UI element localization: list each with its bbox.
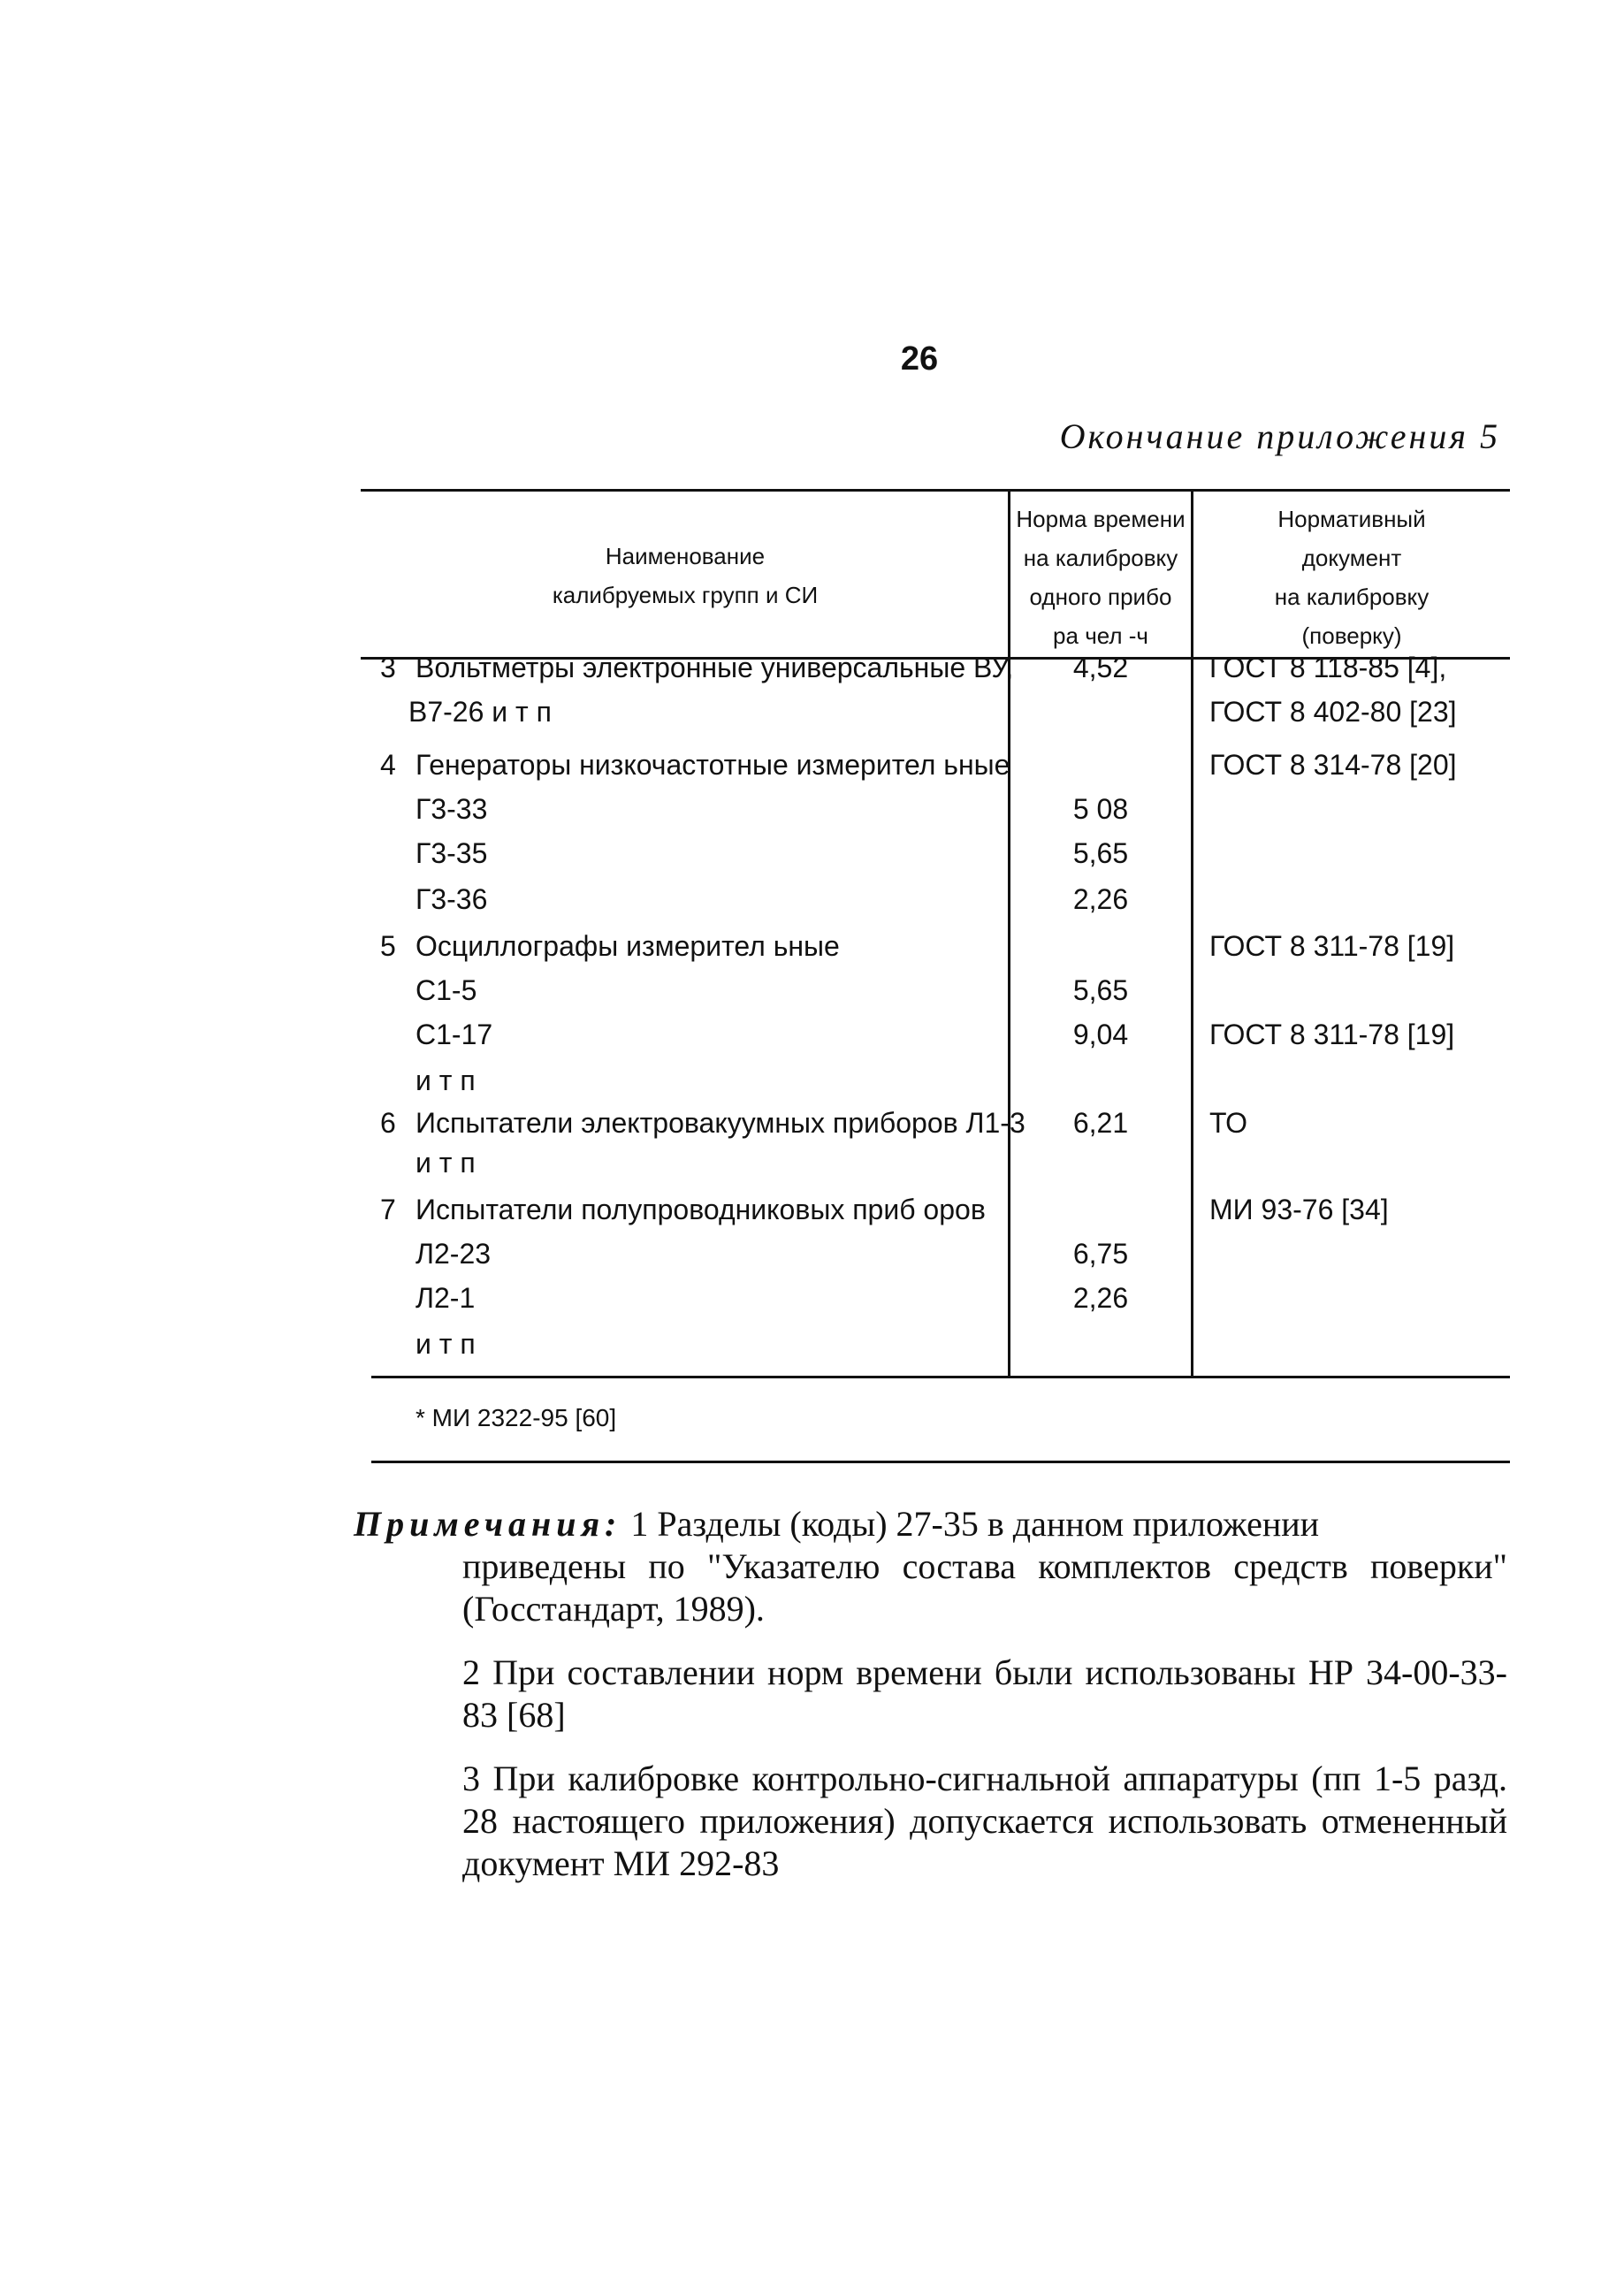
header-line: на калибровку: [1023, 545, 1178, 571]
appendix-title: Окончание приложения 5: [1059, 416, 1500, 456]
notes-section: [354, 1503, 1507, 1885]
row-document: ТО: [1209, 1107, 1247, 1139]
row-name: Вольтметры электронные универсальные ВУ,: [416, 652, 1014, 683]
row-document: МИ 93-76 [34]: [1209, 1194, 1389, 1225]
footnote-rule: [371, 1461, 1510, 1463]
row-number: 6: [380, 1107, 396, 1139]
row-document: ГОСТ 8 311-78 [19]: [1209, 930, 1455, 962]
row-name: Испытатели электровакуумных приборов Л1-3: [416, 1107, 1025, 1139]
row-name: Л2-23: [416, 1238, 492, 1270]
header-name-column: [362, 537, 1008, 614]
row-document: ГОСТ 8 311-78 [19]: [1209, 1019, 1455, 1050]
row-norm-value: 2,26: [1072, 883, 1129, 915]
row-norm-value: 5,65: [1072, 837, 1129, 869]
row-name: и т п: [416, 1147, 476, 1179]
row-norm-value: 9,04: [1072, 1019, 1129, 1050]
row-norm-value: 6,21: [1072, 1107, 1129, 1139]
row-norm-value: 4,52: [1072, 652, 1129, 683]
header-line: Нормативный: [1277, 506, 1426, 532]
row-norm-value: 5,65: [1072, 974, 1129, 1006]
header-line: калибруемых групп и СИ: [552, 582, 819, 608]
note-1-text: 1 Разделы (коды) 27-35 в данном приложении: [630, 1504, 1320, 1544]
note-2: 2 При составлении норм времени были использованы НР 34-00-33-83 [68]: [462, 1652, 1507, 1735]
row-norm-value: 5 08: [1072, 793, 1129, 825]
note-1: [354, 1503, 1507, 1545]
row-name: и т п: [416, 1065, 476, 1096]
row-name: Г3-36: [416, 883, 488, 915]
row-document: ГОСТ 8 118-85 [4],: [1209, 652, 1447, 683]
row-norm-value: 2,26: [1072, 1282, 1129, 1314]
row-name: С1-5: [416, 974, 477, 1006]
table-bottom-rule: [371, 1376, 1510, 1378]
header-line: на калибровку: [1274, 584, 1430, 610]
header-line: (поверку): [1301, 622, 1402, 649]
row-name: Испытатели полупроводниковых приб оров: [416, 1194, 986, 1225]
header-line: одного прибо: [1029, 584, 1172, 610]
header-line: Норма времени: [1016, 506, 1186, 532]
header-line: Наименование: [605, 543, 766, 569]
row-name: С1-17: [416, 1019, 493, 1050]
footnote: * МИ 2322-95 [60]: [416, 1404, 617, 1431]
row-number: 3: [380, 652, 396, 683]
row-name: Г3-33: [416, 793, 488, 825]
note-1-continued: приведены по "Указателю состава комплектов средств поверки" (Госстандарт, 1989).: [462, 1546, 1507, 1629]
header-line: документ: [1301, 545, 1402, 571]
row-name: Л2-1: [416, 1282, 476, 1314]
row-number: 7: [380, 1194, 396, 1225]
note-3: 3 При калибровке контрольно-сигнальной аппаратуры (пп 1-5 разд. 28 настоящего приложения) допускается использовать отмененный документ МИ 292-83: [462, 1759, 1507, 1883]
row-document: ГОСТ 8 402-80 [23]: [1209, 696, 1457, 728]
row-name: Г3-35: [416, 837, 488, 869]
row-name: Генераторы низкочастотные измерител ьные: [416, 749, 1010, 781]
row-number: 5: [380, 930, 396, 962]
table-top-rule: [361, 489, 1510, 492]
notes-heading: Примечания:: [354, 1504, 622, 1544]
page-number: 26: [900, 340, 939, 378]
row-name: В7-26 и т п: [408, 696, 552, 728]
row-norm-value: 6,75: [1072, 1238, 1129, 1270]
row-document: ГОСТ 8 314-78 [20]: [1209, 749, 1457, 781]
header-line: ра чел -ч: [1053, 622, 1148, 649]
row-number: 4: [380, 749, 396, 781]
row-name: Осциллографы измерител ьные: [416, 930, 840, 962]
header-doc-column: [1193, 500, 1510, 655]
row-name: и т п: [416, 1328, 476, 1360]
header-norm-column: [1010, 500, 1191, 655]
